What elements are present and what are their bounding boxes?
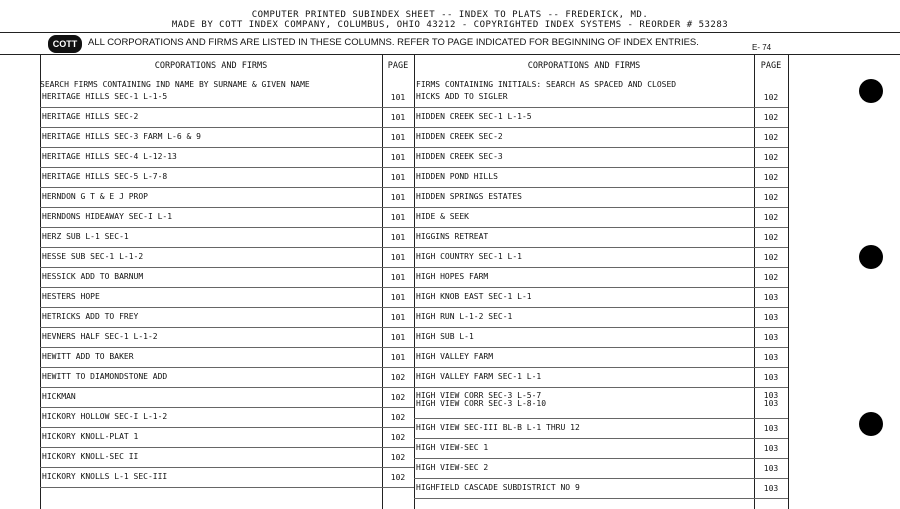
entry-page: 101 [390, 153, 406, 162]
left-search-instruction: SEARCH FIRMS CONTAINING IND NAME BY SURNAME & GIVEN NAME [40, 80, 310, 89]
entry-name: HICKORY KNOLL-SEC II [42, 452, 139, 461]
index-entry-row [40, 248, 414, 268]
index-entry-row [40, 148, 414, 168]
row-rule [414, 498, 788, 499]
entry-page: 102 [763, 93, 779, 102]
index-entry-row [414, 328, 788, 348]
index-entry-row [414, 188, 788, 208]
index-entry-row [414, 168, 788, 188]
index-entry-row [414, 208, 788, 228]
entry-name: HEWITT ADD TO BAKER [42, 352, 134, 361]
entry-page: 102 [390, 473, 406, 482]
right-search-instruction: FIRMS CONTAINING INITIALS: SEARCH AS SPACED AND CLOSED [416, 80, 677, 89]
entry-name: HIDE & SEEK [416, 212, 469, 221]
entry-page: 102 [763, 173, 779, 182]
entry-name: HERITAGE HILLS SEC-2 [42, 112, 139, 121]
entry-name: HERNDONS HIDEAWAY SEC-I L-1 [42, 212, 173, 221]
entry-page: 101 [390, 113, 406, 122]
entry-page: 102 [390, 433, 406, 442]
index-entry-row [40, 388, 414, 408]
notice-rule [0, 54, 900, 55]
entry-name: HIGH VIEW CORR SEC-3 L-5-7 [416, 391, 542, 400]
entry-page: 103 [763, 293, 779, 302]
entry-page: 101 [390, 93, 406, 102]
index-entry-row [40, 468, 414, 488]
entry-page: 103 [763, 424, 779, 433]
index-entry-row [40, 348, 414, 368]
entry-page: 103 [763, 484, 779, 493]
entry-name: HIGH KNOB EAST SEC-1 L-1 [416, 292, 532, 301]
entry-name: HIGH VIEW SEC-III BL-B L-1 THRU 12 [416, 423, 580, 432]
entry-name: HICKORY KNOLLS L-1 SEC-III [42, 472, 168, 481]
entry-page: 101 [390, 133, 406, 142]
index-entry-row [40, 328, 414, 348]
index-entry-row [414, 439, 788, 459]
index-entry-row [40, 168, 414, 188]
entry-page: 103 [763, 444, 779, 453]
entry-name: HIGH VIEW-SEC 2 [416, 463, 489, 472]
entry-name: HERZ SUB L-1 SEC-1 [42, 232, 129, 241]
entry-page: 102 [390, 373, 406, 382]
right-margin-line [788, 55, 789, 509]
entry-name: HESSICK ADD TO BARNUM [42, 272, 144, 281]
entry-page: 101 [390, 253, 406, 262]
left-column-heading: CORPORATIONS AND FIRMS [154, 61, 268, 71]
index-entry-row [414, 459, 788, 479]
entry-page: 101 [390, 293, 406, 302]
entry-name: HIDDEN CREEK SEC-2 [416, 132, 503, 141]
entry-page: 102 [763, 193, 779, 202]
entry-page: 102 [390, 393, 406, 402]
entry-page: 101 [390, 273, 406, 282]
entry-name: HIDDEN CREEK SEC-3 [416, 152, 503, 161]
index-entry-row [40, 288, 414, 308]
entry-page: 102 [763, 233, 779, 242]
index-entry-row [414, 368, 788, 388]
index-entry-row [40, 228, 414, 248]
index-entry-row [40, 268, 414, 288]
entry-page: 102 [763, 253, 779, 262]
column-notice: ALL CORPORATIONS AND FIRMS ARE LISTED IN THESE COLUMNS. REFER TO PAGE INDICATED FOR BEGINNING OF INDEX ENTRIES. [88, 37, 699, 48]
index-entry-row [40, 428, 414, 448]
right-page-heading: PAGE [760, 61, 782, 71]
binder-hole [859, 79, 883, 103]
entry-name: HICKORY HOLLOW SEC-I L-1-2 [42, 412, 168, 421]
index-entry-row [40, 108, 414, 128]
entry-page: 101 [390, 193, 406, 202]
index-entry-row [40, 408, 414, 428]
entry-name: HEVNERS HALF SEC-1 L-1-2 [42, 332, 158, 341]
index-entry-row [40, 448, 414, 468]
entry-page: 101 [390, 233, 406, 242]
index-entry-row [40, 188, 414, 208]
entry-name: HESTERS HOPE [42, 292, 100, 301]
right-column-heading: CORPORATIONS AND FIRMS [527, 61, 641, 71]
entry-page: 103 [763, 313, 779, 322]
index-entry-row [414, 88, 788, 108]
entry-page: 102 [763, 153, 779, 162]
index-entry-row [40, 308, 414, 328]
index-entry-row [414, 108, 788, 128]
entry-page: 101 [390, 333, 406, 342]
entry-name: HIGH VALLEY FARM [416, 352, 494, 361]
entry-name: HIGH VIEW-SEC 1 [416, 443, 489, 452]
entry-name: HICKORY KNOLL-PLAT 1 [42, 432, 139, 441]
header-rule [0, 32, 900, 33]
entry-name: HIGH VALLEY FARM SEC-1 L-1 [416, 372, 542, 381]
sheet-number: E- 74 [752, 43, 772, 52]
entry-page: 102 [763, 133, 779, 142]
index-entry-row [414, 348, 788, 368]
index-entry-row [414, 248, 788, 268]
row-rule [40, 487, 414, 488]
index-entry-row [40, 368, 414, 388]
entry-page: 103 [763, 373, 779, 382]
entry-name: HIGH COUNTRY SEC-1 L-1 [416, 252, 522, 261]
entry-name: HERITAGE HILLS SEC-4 L-12-13 [42, 152, 177, 161]
index-entry-row [414, 228, 788, 248]
row-rule [414, 387, 788, 388]
index-entry-row [40, 208, 414, 228]
entry-name: HERITAGE HILLS SEC-5 L-7-8 [42, 172, 168, 181]
entry-name: HIGGINS RETREAT [416, 232, 489, 241]
publisher-line: MADE BY COTT INDEX COMPANY, COLUMBUS, OHIO 43212 - COPYRIGHTED INDEX SYSTEMS - REORDER # 53283 [171, 20, 729, 30]
entry-page: 101 [390, 353, 406, 362]
index-entry-row [40, 128, 414, 148]
entry-page: 101 [390, 173, 406, 182]
entry-page: 102 [390, 453, 406, 462]
entry-page: 101 [390, 313, 406, 322]
entry-name: HIDDEN SPRINGS ESTATES [416, 192, 522, 201]
cott-logo: COTT [48, 35, 82, 53]
index-entry-row [414, 399, 788, 419]
entry-name: HIGHFIELD CASCADE SUBDISTRICT NO 9 [416, 483, 580, 492]
entry-name: HEWITT TO DIAMONDSTONE ADD [42, 372, 168, 381]
index-entry-row [414, 128, 788, 148]
left-page-heading: PAGE [387, 61, 409, 71]
entry-page: 101 [390, 213, 406, 222]
entry-name: HIDDEN POND HILLS [416, 172, 498, 181]
entry-page: 103 [763, 391, 779, 400]
entry-name: HICKMAN [42, 392, 76, 401]
entry-name: HIGH RUN L-1-2 SEC-1 [416, 312, 513, 321]
entry-name: HERITAGE HILLS SEC-1 L-1-5 [42, 92, 168, 101]
entry-name: HERNDON G T & E J PROP [42, 192, 148, 201]
entry-page: 102 [390, 413, 406, 422]
index-entry-row [414, 389, 788, 399]
entry-page: 103 [763, 353, 779, 362]
entry-name: HIGH SUB L-1 [416, 332, 474, 341]
entry-page: 103 [763, 333, 779, 342]
entry-name: HESSE SUB SEC-1 L-1-2 [42, 252, 144, 261]
index-entry-row [414, 148, 788, 168]
entry-name: HIDDEN CREEK SEC-1 L-1-5 [416, 112, 532, 121]
entry-name: HERITAGE HILLS SEC-3 FARM L-6 & 9 [42, 132, 201, 141]
binder-hole [859, 245, 883, 269]
entry-page: 102 [763, 213, 779, 222]
binder-hole [859, 412, 883, 436]
entry-page: 102 [763, 113, 779, 122]
index-entry-row [414, 479, 788, 499]
sheet-title: COMPUTER PRINTED SUBINDEX SHEET -- INDEX TO PLATS -- FREDERICK, MD. [251, 10, 649, 20]
entry-name: HIGH HOPES FARM [416, 272, 489, 281]
index-entry-row [414, 308, 788, 328]
index-entry-row [414, 288, 788, 308]
index-entry-row [414, 268, 788, 288]
entry-name: HIGH VIEW CORR SEC-3 L-8-10 [416, 399, 547, 408]
entry-name: HICKS ADD TO SIGLER [416, 92, 508, 101]
entry-page: 103 [763, 464, 779, 473]
index-entry-row [414, 419, 788, 439]
index-entry-row [40, 88, 414, 108]
entry-name: HETRICKS ADD TO FREY [42, 312, 139, 321]
entry-page: 102 [763, 273, 779, 282]
entry-page: 103 [763, 399, 779, 408]
